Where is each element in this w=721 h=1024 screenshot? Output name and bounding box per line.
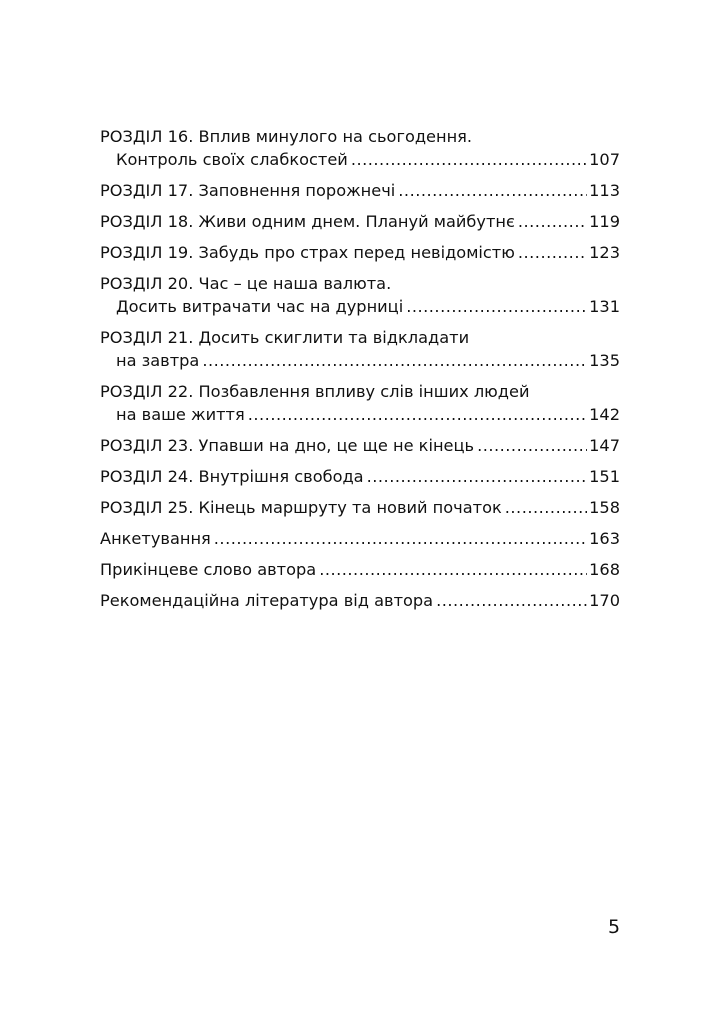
dot-leader [202, 349, 587, 372]
toc-page-number: 168 [589, 560, 620, 579]
toc-entry-title-continued: на завтра [116, 351, 200, 370]
page-number: 5 [608, 916, 621, 938]
toc-entry-chapter-22 [100, 380, 620, 426]
toc-entry-title: РОЗДІЛ 23. Упавши на дно, це ще не кінець [100, 436, 475, 455]
dot-leader [477, 434, 587, 457]
toc-entry-title: РОЗДІЛ 18. Живи одним днем. Плануй майбутнє [100, 212, 515, 231]
toc-page-number: 131 [589, 297, 620, 316]
dot-leader [214, 527, 587, 550]
toc-entry-title: РОЗДІЛ 16. Вплив минулого на сьогодення. [100, 127, 473, 146]
toc-entry-chapter-19 [100, 241, 620, 264]
toc-entry-chapter-23 [100, 434, 620, 457]
toc-page-number: 142 [589, 405, 620, 424]
dot-leader [505, 496, 587, 519]
toc-entry-chapter-17 [100, 179, 620, 202]
dot-leader [398, 179, 587, 202]
toc-entry-title: РОЗДІЛ 22. Позбавлення впливу слів інших людей [100, 382, 530, 401]
toc-entry-title: Прикінцеве слово автора [100, 560, 317, 579]
table-of-contents [100, 125, 620, 620]
toc-entry-title: Рекомендаційна література від автора [100, 591, 434, 610]
toc-entry-recommended-reading [100, 589, 620, 612]
dot-leader [406, 295, 587, 318]
dot-leader [436, 589, 587, 612]
toc-page-number: 119 [589, 212, 620, 231]
dot-leader [248, 403, 587, 426]
toc-entry-chapter-20 [100, 272, 620, 318]
toc-page-number: 170 [589, 591, 620, 610]
toc-entry-title: РОЗДІЛ 24. Внутрішня свобода [100, 467, 364, 486]
toc-entry-survey [100, 527, 620, 550]
toc-entry-chapter-25 [100, 496, 620, 519]
toc-entry-title-continued: на ваше життя [116, 405, 245, 424]
toc-entry-chapter-21 [100, 326, 620, 372]
dot-leader [351, 148, 587, 171]
toc-entry-title-continued: Досить витрачати час на дурниці [116, 297, 404, 316]
toc-page-number: 158 [589, 498, 620, 517]
toc-entry-title: РОЗДІЛ 25. Кінець маршруту та новий початок [100, 498, 502, 517]
toc-page-number: 123 [589, 243, 620, 262]
toc-page-number: 151 [589, 467, 620, 486]
toc-entry-chapter-16 [100, 125, 620, 171]
dot-leader [518, 210, 587, 233]
toc-entry-title: РОЗДІЛ 20. Час – це наша валюта. [100, 274, 392, 293]
toc-entry-title: Анкетування [100, 529, 211, 548]
toc-entry-afterword [100, 558, 620, 581]
dot-leader [518, 241, 587, 264]
dot-leader [367, 465, 587, 488]
toc-entry-title: РОЗДІЛ 17. Заповнення порожнечі [100, 181, 396, 200]
toc-page-number: 163 [589, 529, 620, 548]
toc-page-number: 107 [589, 150, 620, 169]
toc-page-number: 135 [589, 351, 620, 370]
toc-page-number: 113 [589, 181, 620, 200]
toc-entry-title: РОЗДІЛ 21. Досить скиглити та відкладати [100, 328, 470, 347]
toc-entry-title-continued: Контроль своїх слабкостей [116, 150, 348, 169]
toc-entry-title: РОЗДІЛ 19. Забудь про страх перед невідомістю [100, 243, 515, 262]
toc-page-number: 147 [589, 436, 620, 455]
dot-leader [319, 558, 587, 581]
toc-entry-chapter-24 [100, 465, 620, 488]
toc-entry-chapter-18 [100, 210, 620, 233]
